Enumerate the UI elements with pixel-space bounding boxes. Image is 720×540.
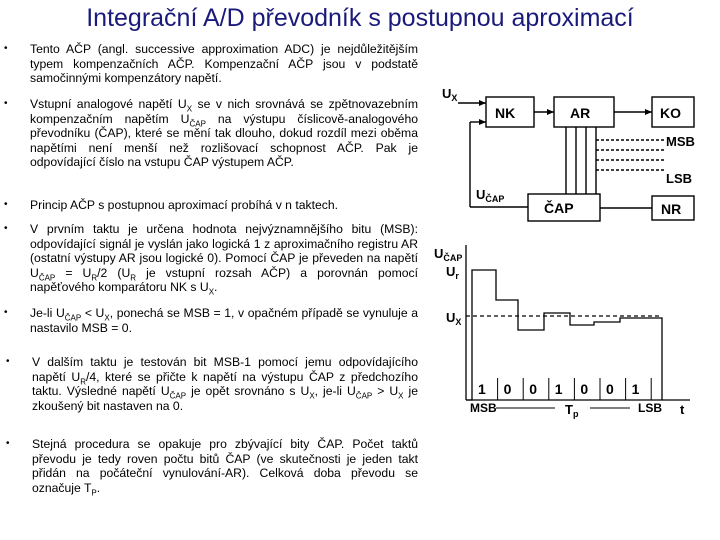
bullet-dot-icon: • [4, 98, 8, 109]
bullet-paragraph [4, 222, 418, 297]
subscript: ČAP [189, 119, 206, 129]
lsb-label: LSB [666, 171, 692, 186]
bit-label: 1 [631, 381, 640, 397]
text-run: je opět srovnáno s U [186, 384, 310, 399]
ur-axis-label: $U_r$ [446, 264, 459, 281]
text-run: . [96, 480, 101, 495]
msb-marker: MSB [470, 401, 497, 415]
text-run: na výstupu číslicově-analogového převodníku (ČAP), které se mění tak dlouho, dokud rozdíl mezi oběma napětími není menší než rozlišovací schopnost AČP. Pak je odpovídající číslo na vstupu ČAP výstupem AČP. [30, 111, 418, 170]
subscript: X [186, 104, 193, 114]
ar-block [554, 97, 614, 127]
nk-label: NK [495, 105, 516, 121]
bullet-paragraph [4, 198, 418, 213]
bullet-dot-icon: • [4, 199, 8, 210]
subscript: ČAP [355, 391, 373, 401]
ux-input-label: $U_X$ [442, 86, 458, 103]
bullet-dot-icon: • [6, 438, 10, 449]
bit-label: 1 [554, 381, 563, 397]
text-run: Je-li U [30, 306, 65, 320]
subscript: R [130, 273, 137, 283]
ux-axis-label: $U_X$ [446, 310, 462, 327]
page-title: Integrační A/D převodník s postupnou aproximací [86, 4, 634, 32]
subscript: X [309, 391, 315, 401]
t-axis-label: t [680, 402, 685, 417]
cap-block [528, 194, 600, 221]
ko-block [652, 97, 694, 127]
ucap-axis-label: $U_{ČAP}$ [434, 246, 463, 263]
subscript: ČAP [64, 313, 82, 323]
bit-label: 0 [529, 381, 537, 397]
subscript: X [398, 391, 404, 401]
bit-label: 0 [503, 381, 512, 397]
text-run: . [214, 280, 218, 295]
cap-label: ČAP [544, 200, 574, 216]
tp-label: $T_p$ [565, 402, 579, 419]
bullet-dot-icon: • [6, 356, 10, 367]
text-run: Stejná procedura se opakuje pro zbývající bity ČAP. Počet taktů převodu je tedy roven počtu bitů ČAP (ve skutečnosti je jeden takt přidán na počáteční vynulování-AR). Celková doba převodu se označuje T [32, 437, 418, 495]
bullet-paragraph [4, 42, 418, 86]
subscript: R [80, 377, 86, 387]
text-run: Vstupní analogové napětí U [30, 97, 187, 111]
bullet-paragraph [6, 355, 418, 413]
bit-label: 0 [580, 381, 589, 397]
text-run: V prvním taktu je určena hodnota nejvýznamnějšího bitu (MSB): odpovídající signál je vyslán jako logická 1 z aproximačního registru AR (ostatní výstupy AR jsou logické 0). Pomocí ČAP je převeden na napětí U [30, 222, 418, 280]
subscript: R [91, 273, 98, 283]
nr-block [652, 196, 694, 220]
text-run: se v nich srovnává se zpětnovazebním kompenzačním napětím U [30, 97, 418, 126]
subscript: X [104, 313, 110, 323]
bit-label: 1 [478, 381, 486, 397]
bullet-paragraph [6, 437, 418, 498]
text-run: /4, které se přičte k napětí na výstupu ČAP z předchozího taktu. Výsledné napětí U [32, 369, 418, 399]
text-run: Princip AČP s postupnou aproximací probíhá v n taktech. [30, 198, 339, 212]
text-run: Tento AČP (angl. successive approximation ADC) je nejdůležitějším typem kompenzačních AČP. Kompenzační AČP jsou v podstatě samočinnými kompenzátory napětí. [30, 42, 418, 86]
nr-label: NR [661, 201, 682, 217]
ar-label: AR [570, 105, 591, 121]
ko-label: KO [660, 105, 681, 121]
text-run: > U [372, 384, 399, 399]
subscript: ČAP [38, 273, 56, 283]
subscript: P [91, 488, 97, 498]
subscript: ČAP [169, 391, 187, 401]
text-run: , ponechá se MSB = 1, v opačném případě se vynuluje a nastavilo MSB = 0. [30, 306, 418, 335]
bullet-dot-icon: • [4, 307, 8, 318]
text-run: je vstupní rozsah AČP) a porovnán pomocí napěťového komparátoru NK s U [30, 265, 418, 295]
nk-block [486, 97, 534, 127]
text-run: V dalším taktu je testován bit MSB-1 pomocí jemu odpovídajícího napětí U [32, 355, 418, 384]
text-run: < U [81, 306, 105, 320]
lsb-marker: LSB [638, 401, 662, 415]
bit-label: 0 [606, 381, 614, 397]
bullet-dot-icon: • [4, 223, 8, 234]
text-run: , je-li U [314, 384, 356, 399]
msb-label: MSB [666, 134, 695, 149]
bullet-paragraph [4, 97, 418, 170]
bullet-dot-icon: • [4, 43, 8, 54]
bullet-paragraph [4, 306, 418, 335]
text-run: = U [55, 265, 92, 280]
subscript: X [208, 287, 215, 297]
text-run: je zkoušený bit nastaven na 0. [32, 384, 418, 413]
text-run: /2 (U [97, 265, 131, 280]
ucap-feedback-label: $U_{ČAP}$ [476, 187, 505, 204]
